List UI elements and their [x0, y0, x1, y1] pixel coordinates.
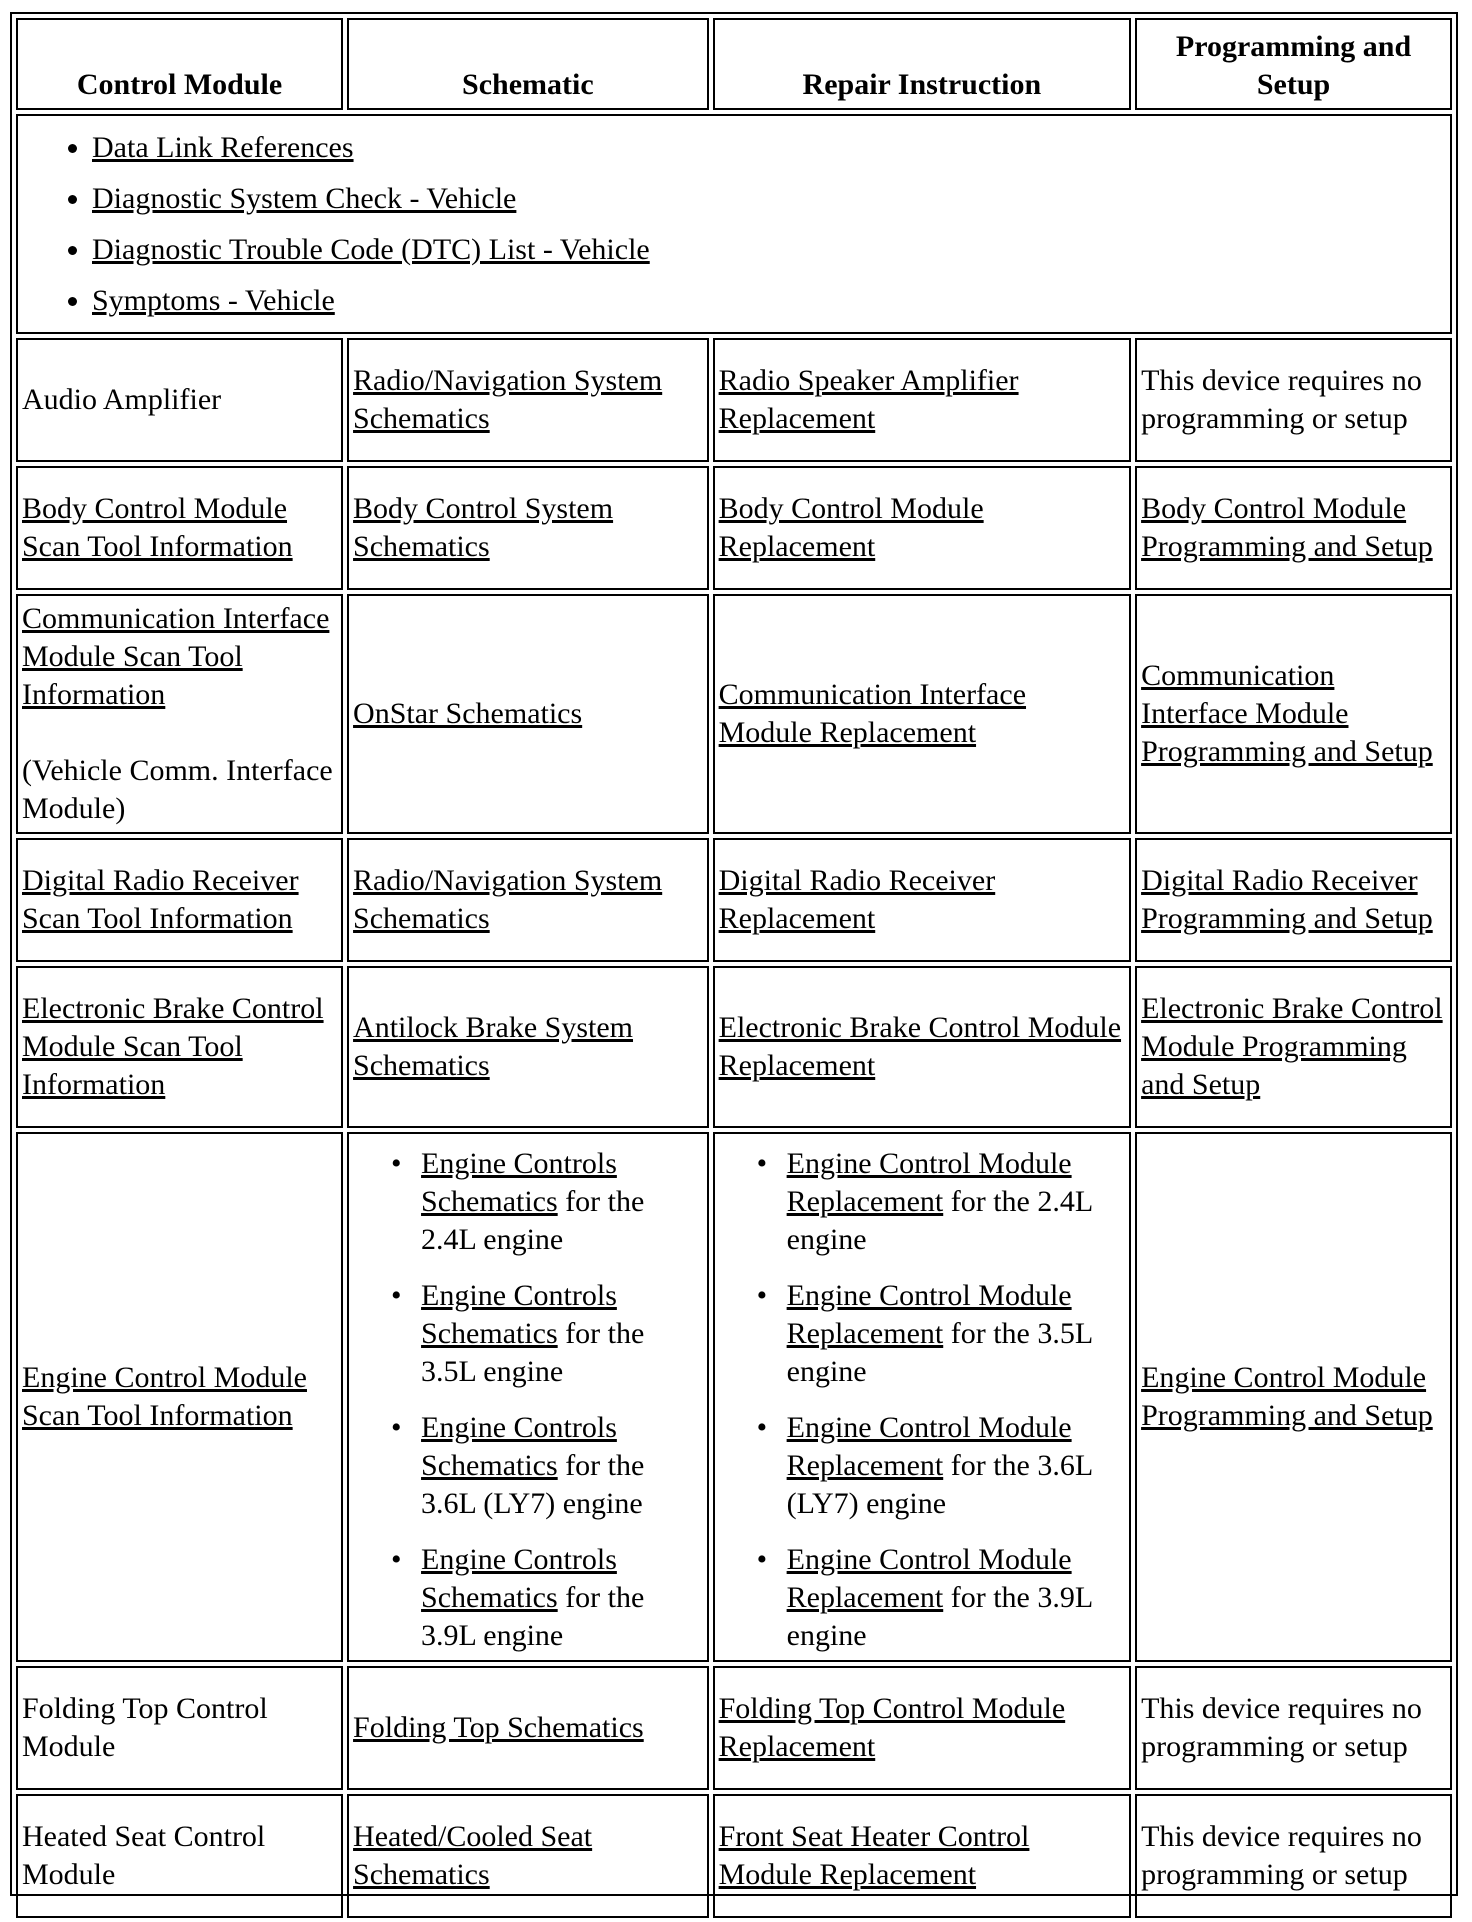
ecm-repair-link-3-6l[interactable]: Engine Control Module Replacement: [786, 1411, 1072, 1482]
table-row-folding-top-control-module: [16, 1666, 1452, 1790]
cim-scan-tool-link[interactable]: Communication Interface Module Scan Tool Information: [22, 602, 330, 711]
drr-module-cell: [16, 838, 343, 962]
drr-repair-link[interactable]: Digital Radio Receiver Replacement: [718, 864, 996, 935]
drr-programming-link[interactable]: Digital Radio Receiver Programming and Setup: [1141, 864, 1433, 935]
dtc-list-link[interactable]: Diagnostic Trouble Code (DTC) List - Vehicle: [92, 233, 650, 266]
list-item: [92, 122, 1446, 173]
engine-label: 3.6L (LY7) engine: [786, 1449, 1093, 1520]
bcm-scan-tool-link[interactable]: Body Control Module Scan Tool Information: [22, 492, 293, 563]
bcm-repair-link[interactable]: Body Control Module Replacement: [718, 492, 984, 563]
table-row-audio-amplifier: [16, 338, 1452, 462]
table-row-body-control-module: [16, 466, 1452, 590]
ebcm-module-cell: [16, 966, 343, 1128]
cim-schematic-cell: [347, 594, 709, 834]
ecm-module-cell: [16, 1132, 343, 1662]
engine-label: 3.5L engine: [786, 1317, 1093, 1388]
engine-label: 2.4L engine: [421, 1223, 564, 1256]
audio-module-cell: Audio Amplifier: [16, 338, 343, 462]
list-item: [421, 1409, 703, 1523]
hscm-schematic-cell: [347, 1794, 709, 1918]
ebcm-schematic-link[interactable]: Antilock Brake System Schematics: [353, 1011, 634, 1082]
module-reference-table: [12, 14, 1456, 1922]
header-row: [16, 18, 1452, 110]
table-row-electronic-brake-control-module: [16, 966, 1452, 1128]
diagnostic-system-check-link[interactable]: Diagnostic System Check - Vehicle: [92, 182, 517, 215]
bcm-schematic-link[interactable]: Body Control System Schematics: [353, 492, 614, 563]
hscm-module-cell: Heated Seat Control Module: [16, 1794, 343, 1918]
list-item: [92, 224, 1446, 275]
audio-programming-cell: This device requires no programming or setup: [1135, 338, 1452, 462]
header-programming-setup: [1135, 18, 1452, 110]
ecm-schematic-link-2-4l[interactable]: Engine Controls Schematics: [421, 1147, 617, 1218]
engine-label: 2.4L engine: [786, 1185, 1093, 1256]
engine-label: 3.6L (LY7) engine: [421, 1487, 643, 1520]
list-item: [421, 1277, 703, 1391]
ecm-repair-list: [719, 1145, 1125, 1655]
hscm-schematic-link[interactable]: Heated/Cooled Seat Schematics: [353, 1820, 593, 1891]
for-the-text: for the: [943, 1449, 1038, 1482]
list-item: [92, 173, 1446, 224]
list-item: [787, 1409, 1125, 1523]
engine-label: 3.9L engine: [421, 1619, 564, 1652]
header-programming-line2: Setup: [1256, 68, 1331, 101]
bcm-schematic-cell: [347, 466, 709, 590]
general-links-cell: [16, 114, 1452, 334]
audio-repair-cell: [713, 338, 1131, 462]
drr-programming-cell: [1135, 838, 1452, 962]
header-repair-instruction: Repair Instruction: [713, 18, 1131, 110]
ftcm-schematic-cell: [347, 1666, 709, 1790]
bcm-module-cell: [16, 466, 343, 590]
cim-schematic-link[interactable]: OnStar Schematics: [353, 697, 583, 730]
ecm-schematic-list: [353, 1145, 703, 1655]
ecm-programming-cell: [1135, 1132, 1452, 1662]
cim-module-note: (Vehicle Comm. Interface Module): [22, 754, 333, 825]
list-item: [421, 1541, 703, 1655]
ftcm-schematic-link[interactable]: Folding Top Schematics: [353, 1711, 644, 1744]
hscm-repair-cell: [713, 1794, 1131, 1918]
audio-schematic-cell: [347, 338, 709, 462]
cim-programming-link[interactable]: Communication Interface Module Programming and Setup: [1141, 659, 1433, 768]
for-the-text: for the: [557, 1317, 645, 1350]
table-row-communication-interface-module: [16, 594, 1452, 834]
ebcm-programming-link[interactable]: Electronic Brake Control Module Programming and Setup: [1141, 992, 1443, 1101]
data-link-references-link[interactable]: Data Link References: [92, 131, 354, 164]
ebcm-repair-cell: [713, 966, 1131, 1128]
for-the-text: for the: [557, 1581, 645, 1614]
audio-schematic-link[interactable]: Radio/Navigation System Schematics: [353, 364, 663, 435]
bcm-repair-cell: [713, 466, 1131, 590]
ecm-repair-link-2-4l[interactable]: Engine Control Module Replacement: [786, 1147, 1072, 1218]
bcm-programming-link[interactable]: Body Control Module Programming and Setup: [1141, 492, 1433, 563]
general-links-row: [16, 114, 1452, 334]
ebcm-schematic-cell: [347, 966, 709, 1128]
ftcm-repair-link[interactable]: Folding Top Control Module Replacement: [718, 1692, 1066, 1763]
hscm-repair-link[interactable]: Front Seat Heater Control Module Replacement: [718, 1820, 1030, 1891]
hscm-programming-cell: This device requires no programming or setup: [1135, 1794, 1452, 1918]
list-item: [787, 1145, 1125, 1259]
ftcm-repair-cell: [713, 1666, 1131, 1790]
ecm-schematic-link-3-9l[interactable]: Engine Controls Schematics: [421, 1543, 617, 1614]
ftcm-programming-cell: This device requires no programming or setup: [1135, 1666, 1452, 1790]
cim-module-cell: [16, 594, 343, 834]
drr-schematic-link[interactable]: Radio/Navigation System Schematics: [353, 864, 663, 935]
bcm-programming-cell: [1135, 466, 1452, 590]
ftcm-module-cell: Folding Top Control Module: [16, 1666, 343, 1790]
ecm-schematic-link-3-6l[interactable]: Engine Controls Schematics: [421, 1411, 617, 1482]
ebcm-repair-link[interactable]: Electronic Brake Control Module Replacement: [718, 1011, 1122, 1082]
engine-label: 3.9L engine: [786, 1581, 1093, 1652]
symptoms-link[interactable]: Symptoms - Vehicle: [92, 284, 335, 317]
cim-programming-cell: [1135, 594, 1452, 834]
list-item: [92, 275, 1446, 326]
table-row-heated-seat-control-module: [16, 1794, 1452, 1918]
drr-scan-tool-link[interactable]: Digital Radio Receiver Scan Tool Information: [22, 864, 299, 935]
table-row-engine-control-module: [16, 1132, 1452, 1662]
ecm-programming-link[interactable]: Engine Control Module Programming and Setup: [1141, 1361, 1433, 1432]
header-control-module: Control Module: [16, 18, 343, 110]
ecm-schematic-link-3-5l[interactable]: Engine Controls Schematics: [421, 1279, 617, 1350]
list-item: [787, 1277, 1125, 1391]
table-row-digital-radio-receiver: [16, 838, 1452, 962]
drr-repair-cell: [713, 838, 1131, 962]
ecm-repair-link-3-9l[interactable]: Engine Control Module Replacement: [786, 1543, 1072, 1614]
cim-repair-link[interactable]: Communication Interface Module Replacement: [718, 678, 1027, 749]
for-the-text: for the: [943, 1185, 1038, 1218]
ecm-scan-tool-link[interactable]: Engine Control Module Scan Tool Information: [22, 1361, 307, 1432]
ecm-repair-cell: [713, 1132, 1131, 1662]
header-programming-line1: Programming and: [1175, 30, 1412, 63]
for-the-text: for the: [557, 1185, 645, 1218]
for-the-text: for the: [943, 1317, 1038, 1350]
cim-repair-cell: [713, 594, 1131, 834]
drr-schematic-cell: [347, 838, 709, 962]
audio-repair-link[interactable]: Radio Speaker Amplifier Replacement: [718, 364, 1019, 435]
for-the-text: for the: [557, 1449, 645, 1482]
ecm-schematic-cell: [347, 1132, 709, 1662]
module-reference-table-frame: [10, 12, 1458, 1896]
list-item: [787, 1541, 1125, 1655]
ecm-repair-link-3-5l[interactable]: Engine Control Module Replacement: [786, 1279, 1072, 1350]
general-links-list: [22, 122, 1446, 326]
ebcm-scan-tool-link[interactable]: Electronic Brake Control Module Scan Tool Information: [22, 992, 324, 1101]
list-item: [421, 1145, 703, 1259]
engine-label: 3.5L engine: [421, 1355, 564, 1388]
for-the-text: for the: [943, 1581, 1038, 1614]
ebcm-programming-cell: [1135, 966, 1452, 1128]
header-schematic: Schematic: [347, 18, 709, 110]
